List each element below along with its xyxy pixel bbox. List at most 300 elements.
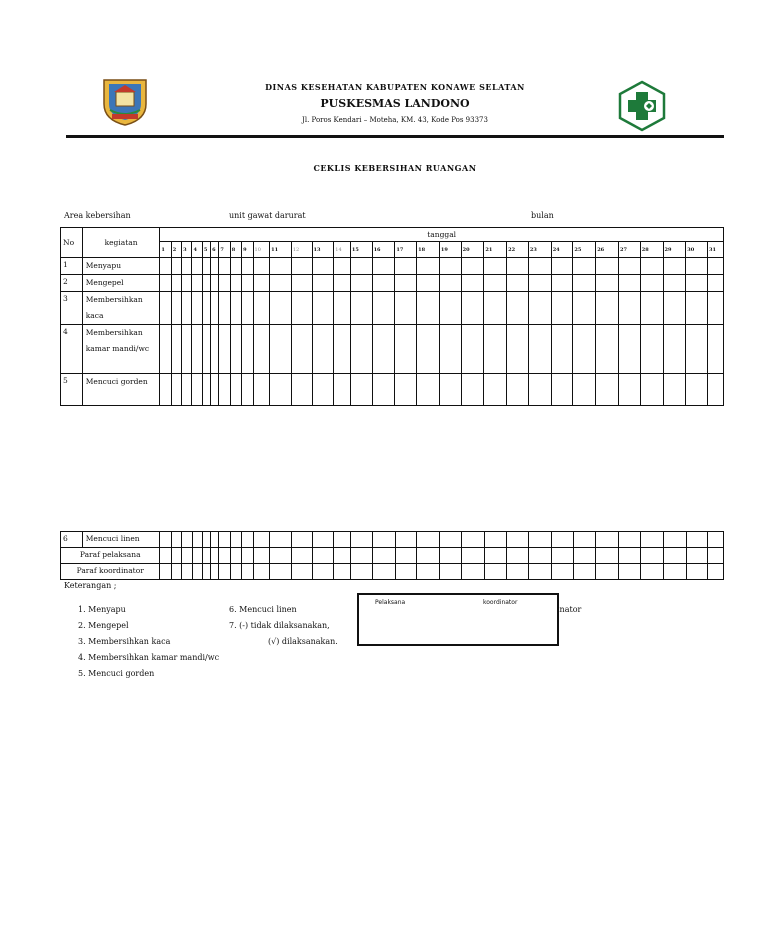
check-cell[interactable] (663, 564, 686, 580)
check-cell[interactable] (461, 548, 484, 564)
check-cell[interactable] (291, 374, 312, 406)
check-cell[interactable] (171, 548, 181, 564)
puskesmas-cross-logo (616, 80, 668, 132)
check-cell[interactable] (334, 325, 351, 374)
check-cell[interactable] (461, 564, 484, 580)
check-cell[interactable] (160, 292, 171, 325)
check-cell[interactable] (350, 325, 372, 374)
check-cell[interactable] (211, 292, 219, 325)
check-cell[interactable] (219, 564, 230, 580)
check-cell[interactable] (573, 292, 596, 325)
check-cell[interactable] (573, 325, 596, 374)
check-cell[interactable] (461, 275, 484, 292)
check-cell[interactable] (640, 292, 663, 325)
check-cell[interactable] (291, 548, 312, 564)
check-cell[interactable] (507, 548, 529, 564)
check-cell[interactable] (528, 275, 551, 292)
check-cell[interactable] (230, 548, 241, 564)
check-cell[interactable] (291, 258, 312, 275)
day-header-cell: 10 (253, 242, 270, 258)
check-cell[interactable] (596, 258, 619, 275)
check-cell[interactable] (573, 258, 596, 275)
check-cell[interactable] (350, 564, 372, 580)
check-cell[interactable] (334, 564, 351, 580)
row-activity: Menyapu (82, 258, 160, 275)
check-cell[interactable] (596, 564, 619, 580)
check-cell[interactable] (253, 292, 270, 325)
check-cell[interactable] (219, 275, 230, 292)
check-cell[interactable] (171, 258, 181, 275)
check-cell[interactable] (182, 564, 192, 580)
check-cell[interactable] (551, 258, 573, 275)
check-cell[interactable] (219, 374, 230, 406)
check-cell[interactable] (211, 564, 219, 580)
check-cell[interactable] (461, 258, 484, 275)
check-cell[interactable] (171, 292, 181, 325)
check-cell[interactable] (171, 374, 181, 406)
check-cell[interactable] (573, 532, 596, 548)
check-cell[interactable] (242, 325, 253, 374)
check-cell[interactable] (192, 292, 202, 325)
check-cell[interactable] (230, 325, 241, 374)
row-activity: Mengepel (82, 275, 160, 292)
check-cell[interactable] (440, 532, 462, 548)
legend-item-6: 6. Mencuci linen (229, 605, 297, 614)
day-header-cell: 20 (461, 242, 484, 258)
signature-box (357, 593, 559, 646)
check-cell[interactable] (350, 374, 372, 406)
table-row (61, 258, 724, 275)
check-cell[interactable] (551, 564, 573, 580)
check-cell[interactable] (160, 548, 171, 564)
row-number: 4 (61, 325, 83, 374)
day-header-cell: 4 (192, 242, 202, 258)
check-cell[interactable] (596, 292, 619, 325)
check-cell[interactable] (484, 325, 507, 374)
check-cell[interactable] (192, 532, 202, 548)
check-cell[interactable] (461, 292, 484, 325)
check-cell[interactable] (291, 325, 312, 374)
check-cell[interactable] (160, 275, 171, 292)
check-cell[interactable] (528, 374, 551, 406)
check-cell[interactable] (270, 258, 292, 275)
check-cell[interactable] (312, 258, 334, 275)
clinic-name: PUSKESMAS LANDONO (320, 97, 470, 110)
check-cell[interactable] (686, 275, 708, 292)
check-cell[interactable] (334, 258, 351, 275)
check-cell[interactable] (192, 258, 202, 275)
row-number: 6 (61, 532, 83, 548)
check-cell[interactable] (484, 532, 507, 548)
check-cell[interactable] (230, 292, 241, 325)
check-cell[interactable] (334, 275, 351, 292)
check-cell[interactable] (291, 292, 312, 325)
check-cell[interactable] (440, 548, 462, 564)
check-cell[interactable] (596, 275, 619, 292)
check-cell[interactable] (312, 532, 334, 548)
check-cell[interactable] (372, 275, 395, 292)
check-cell[interactable] (417, 292, 440, 325)
check-cell[interactable] (253, 532, 270, 548)
check-cell[interactable] (573, 374, 596, 406)
check-cell[interactable] (708, 564, 724, 580)
check-cell[interactable] (686, 548, 708, 564)
check-cell[interactable] (171, 275, 181, 292)
check-cell[interactable] (312, 548, 334, 564)
check-cell[interactable] (619, 548, 641, 564)
check-cell[interactable] (507, 564, 529, 580)
day-header-cell: 5 (202, 242, 210, 258)
check-cell[interactable] (270, 548, 292, 564)
check-cell[interactable] (708, 275, 724, 292)
check-cell[interactable] (551, 325, 573, 374)
check-cell[interactable] (253, 325, 270, 374)
check-cell[interactable] (202, 374, 210, 406)
check-cell[interactable] (640, 275, 663, 292)
row-number: 2 (61, 275, 83, 292)
day-header-cell: 16 (372, 242, 395, 258)
check-cell[interactable] (686, 374, 708, 406)
check-cell[interactable] (182, 292, 192, 325)
check-cell[interactable] (230, 275, 241, 292)
check-cell[interactable] (618, 258, 640, 275)
check-cell[interactable] (182, 548, 192, 564)
check-cell[interactable] (202, 258, 210, 275)
check-cell[interactable] (211, 532, 219, 548)
check-cell[interactable] (417, 374, 440, 406)
check-cell[interactable] (439, 258, 461, 275)
check-cell[interactable] (242, 374, 253, 406)
check-cell[interactable] (202, 548, 210, 564)
check-cell[interactable] (528, 258, 551, 275)
check-cell[interactable] (202, 325, 210, 374)
check-cell[interactable] (640, 374, 663, 406)
check-cell[interactable] (663, 532, 686, 548)
check-cell[interactable] (242, 548, 253, 564)
check-cell[interactable] (507, 532, 529, 548)
signbox-pelaksana: Pelaksana (375, 599, 406, 606)
row-number: 1 (61, 258, 83, 275)
check-cell[interactable] (640, 548, 663, 564)
check-cell[interactable] (663, 325, 686, 374)
check-cell[interactable] (507, 325, 529, 374)
day-header-cell: 15 (350, 242, 372, 258)
check-cell[interactable] (312, 292, 334, 325)
check-cell[interactable] (596, 532, 619, 548)
check-cell[interactable] (619, 532, 641, 548)
day-header-cell: 24 (551, 242, 573, 258)
check-cell[interactable] (253, 548, 270, 564)
check-cell[interactable] (270, 275, 292, 292)
legend-item: 4. Membersihkan kamar mandi/wc (78, 653, 220, 662)
check-cell[interactable] (219, 325, 230, 374)
check-cell[interactable] (551, 548, 573, 564)
check-cell[interactable] (439, 292, 461, 325)
check-cell[interactable] (312, 374, 334, 406)
check-cell[interactable] (417, 548, 440, 564)
check-cell[interactable] (334, 292, 351, 325)
check-cell[interactable] (417, 275, 440, 292)
check-cell[interactable] (160, 532, 171, 548)
check-cell[interactable] (160, 258, 171, 275)
check-cell[interactable] (417, 532, 440, 548)
check-cell[interactable] (192, 325, 202, 374)
check-cell[interactable] (219, 292, 230, 325)
check-cell[interactable] (202, 564, 210, 580)
check-cell[interactable] (350, 292, 372, 325)
check-cell[interactable] (708, 532, 724, 548)
check-cell[interactable] (171, 532, 181, 548)
check-cell[interactable] (708, 374, 724, 406)
paraf-pelaksana-row (61, 548, 724, 564)
check-cell[interactable] (202, 292, 210, 325)
col-no-header: No (61, 228, 83, 258)
check-cell[interactable] (395, 532, 417, 548)
check-cell[interactable] (484, 548, 507, 564)
day-header-cell: 30 (686, 242, 708, 258)
check-cell[interactable] (230, 564, 241, 580)
day-header-cell: 14 (334, 242, 351, 258)
check-cell[interactable] (242, 532, 253, 548)
check-cell[interactable] (439, 374, 461, 406)
check-cell[interactable] (192, 374, 202, 406)
check-cell[interactable] (219, 532, 230, 548)
check-cell[interactable] (439, 275, 461, 292)
header-divider (66, 135, 724, 138)
check-cell[interactable] (686, 325, 708, 374)
check-cell[interactable] (663, 548, 686, 564)
check-cell[interactable] (182, 325, 192, 374)
check-cell[interactable] (528, 292, 551, 325)
check-cell[interactable] (230, 258, 241, 275)
check-cell[interactable] (686, 258, 708, 275)
legend-item: 5. Mencuci gorden (78, 669, 155, 678)
check-cell[interactable] (350, 275, 372, 292)
check-cell[interactable] (484, 275, 507, 292)
check-cell[interactable] (230, 532, 241, 548)
check-cell[interactable] (270, 292, 292, 325)
day-header-cell: 17 (395, 242, 417, 258)
check-cell[interactable] (192, 564, 202, 580)
check-cell[interactable] (253, 258, 270, 275)
legend-item: 3. Membersihkan kaca (78, 637, 171, 646)
check-cell[interactable] (507, 275, 529, 292)
check-cell[interactable] (395, 292, 417, 325)
check-cell[interactable] (461, 532, 484, 548)
day-header-cell: 13 (312, 242, 334, 258)
check-cell[interactable] (663, 292, 686, 325)
check-cell[interactable] (211, 258, 219, 275)
check-cell[interactable] (507, 374, 529, 406)
day-header-cell: 19 (439, 242, 461, 258)
paraf-label: Paraf koordinator (61, 564, 160, 580)
check-cell[interactable] (708, 292, 724, 325)
check-cell[interactable] (484, 258, 507, 275)
check-cell[interactable] (551, 374, 573, 406)
check-cell[interactable] (417, 564, 440, 580)
check-cell[interactable] (417, 258, 440, 275)
check-cell[interactable] (291, 532, 312, 548)
check-cell[interactable] (551, 292, 573, 325)
check-cell[interactable] (242, 258, 253, 275)
check-cell[interactable] (270, 374, 292, 406)
check-cell[interactable] (618, 275, 640, 292)
signature-table (60, 531, 724, 580)
check-cell[interactable] (242, 275, 253, 292)
check-cell[interactable] (596, 325, 619, 374)
check-cell[interactable] (219, 258, 230, 275)
paraf-koordinator-row (61, 564, 724, 580)
check-cell[interactable] (182, 275, 192, 292)
check-cell[interactable] (551, 275, 573, 292)
check-cell[interactable] (596, 374, 619, 406)
area-label: Area kebersihan (64, 211, 131, 220)
month-label: bulan (531, 211, 554, 220)
check-cell[interactable] (211, 548, 219, 564)
check-cell[interactable] (242, 292, 253, 325)
day-header-cell: 31 (708, 242, 724, 258)
overflow-text: inator (557, 605, 582, 614)
row-activity: Membersihkan kamar mandi/wc (82, 325, 160, 374)
check-cell[interactable] (270, 564, 292, 580)
check-cell[interactable] (573, 564, 596, 580)
legend-item-8: (√) dilaksanakan. (268, 637, 338, 646)
day-header-cell: 23 (528, 242, 551, 258)
check-cell[interactable] (202, 532, 210, 548)
check-cell[interactable] (372, 532, 395, 548)
check-cell[interactable] (253, 374, 270, 406)
check-cell[interactable] (171, 325, 181, 374)
check-cell[interactable] (395, 548, 417, 564)
check-cell[interactable] (334, 374, 351, 406)
check-cell[interactable] (528, 325, 551, 374)
check-cell[interactable] (640, 564, 663, 580)
check-cell[interactable] (192, 548, 202, 564)
table-row (61, 374, 724, 406)
check-cell[interactable] (529, 532, 552, 548)
check-cell[interactable] (291, 275, 312, 292)
legend-item: 1. Menyapu (78, 605, 126, 614)
check-cell[interactable] (484, 564, 507, 580)
check-cell[interactable] (573, 548, 596, 564)
check-cell[interactable] (618, 325, 640, 374)
day-header-cell: 22 (507, 242, 529, 258)
check-cell[interactable] (253, 275, 270, 292)
check-cell[interactable] (440, 564, 462, 580)
check-cell[interactable] (253, 564, 270, 580)
check-cell[interactable] (484, 374, 507, 406)
check-cell[interactable] (350, 258, 372, 275)
check-cell[interactable] (461, 374, 484, 406)
check-cell[interactable] (708, 548, 724, 564)
check-cell[interactable] (202, 275, 210, 292)
check-cell[interactable] (230, 374, 241, 406)
check-cell[interactable] (596, 548, 619, 564)
check-cell[interactable] (291, 564, 312, 580)
check-cell[interactable] (270, 325, 292, 374)
row-activity: Mencuci gorden (82, 374, 160, 406)
check-cell[interactable] (372, 325, 395, 374)
check-cell[interactable] (573, 275, 596, 292)
check-cell[interactable] (312, 564, 334, 580)
check-cell[interactable] (708, 258, 724, 275)
check-cell[interactable] (395, 275, 417, 292)
check-cell[interactable] (182, 258, 192, 275)
check-cell[interactable] (312, 275, 334, 292)
check-cell[interactable] (507, 258, 529, 275)
check-cell[interactable] (395, 325, 417, 374)
check-cell[interactable] (372, 548, 395, 564)
check-cell[interactable] (395, 564, 417, 580)
check-cell[interactable] (372, 564, 395, 580)
check-cell[interactable] (219, 548, 230, 564)
check-cell[interactable] (372, 292, 395, 325)
check-cell[interactable] (160, 564, 171, 580)
check-cell[interactable] (334, 548, 351, 564)
check-cell[interactable] (640, 325, 663, 374)
check-cell[interactable] (640, 532, 663, 548)
check-cell[interactable] (334, 532, 351, 548)
check-cell[interactable] (211, 275, 219, 292)
check-cell[interactable] (439, 325, 461, 374)
check-cell[interactable] (182, 374, 192, 406)
checklist-table (60, 227, 724, 406)
day-header-cell: 26 (596, 242, 619, 258)
day-header-cell: 11 (270, 242, 292, 258)
check-cell[interactable] (529, 548, 552, 564)
check-cell[interactable] (551, 532, 573, 548)
check-cell[interactable] (484, 292, 507, 325)
check-cell[interactable] (507, 292, 529, 325)
check-cell[interactable] (171, 564, 181, 580)
check-cell[interactable] (461, 325, 484, 374)
row-number: 5 (61, 374, 83, 406)
check-cell[interactable] (395, 374, 417, 406)
row-number: 3 (61, 292, 83, 325)
check-cell[interactable] (686, 532, 708, 548)
check-cell[interactable] (350, 532, 372, 548)
check-cell[interactable] (663, 258, 686, 275)
check-cell[interactable] (270, 532, 292, 548)
day-header-cell: 25 (573, 242, 596, 258)
check-cell[interactable] (160, 325, 171, 374)
check-cell[interactable] (372, 258, 395, 275)
check-cell[interactable] (182, 532, 192, 548)
check-cell[interactable] (618, 292, 640, 325)
day-header-cell: 29 (663, 242, 686, 258)
check-cell[interactable] (211, 325, 219, 374)
check-cell[interactable] (640, 258, 663, 275)
check-cell[interactable] (211, 374, 219, 406)
check-cell[interactable] (312, 325, 334, 374)
check-cell[interactable] (686, 292, 708, 325)
check-cell[interactable] (242, 564, 253, 580)
check-cell[interactable] (395, 258, 417, 275)
check-cell[interactable] (350, 548, 372, 564)
check-cell[interactable] (160, 374, 171, 406)
check-cell[interactable] (686, 564, 708, 580)
check-cell[interactable] (529, 564, 552, 580)
check-cell[interactable] (192, 275, 202, 292)
check-cell[interactable] (663, 374, 686, 406)
day-header-cell: 9 (242, 242, 253, 258)
check-cell[interactable] (619, 564, 641, 580)
check-cell[interactable] (618, 374, 640, 406)
check-cell[interactable] (708, 325, 724, 374)
check-cell[interactable] (372, 374, 395, 406)
check-cell[interactable] (663, 275, 686, 292)
check-cell[interactable] (417, 325, 440, 374)
